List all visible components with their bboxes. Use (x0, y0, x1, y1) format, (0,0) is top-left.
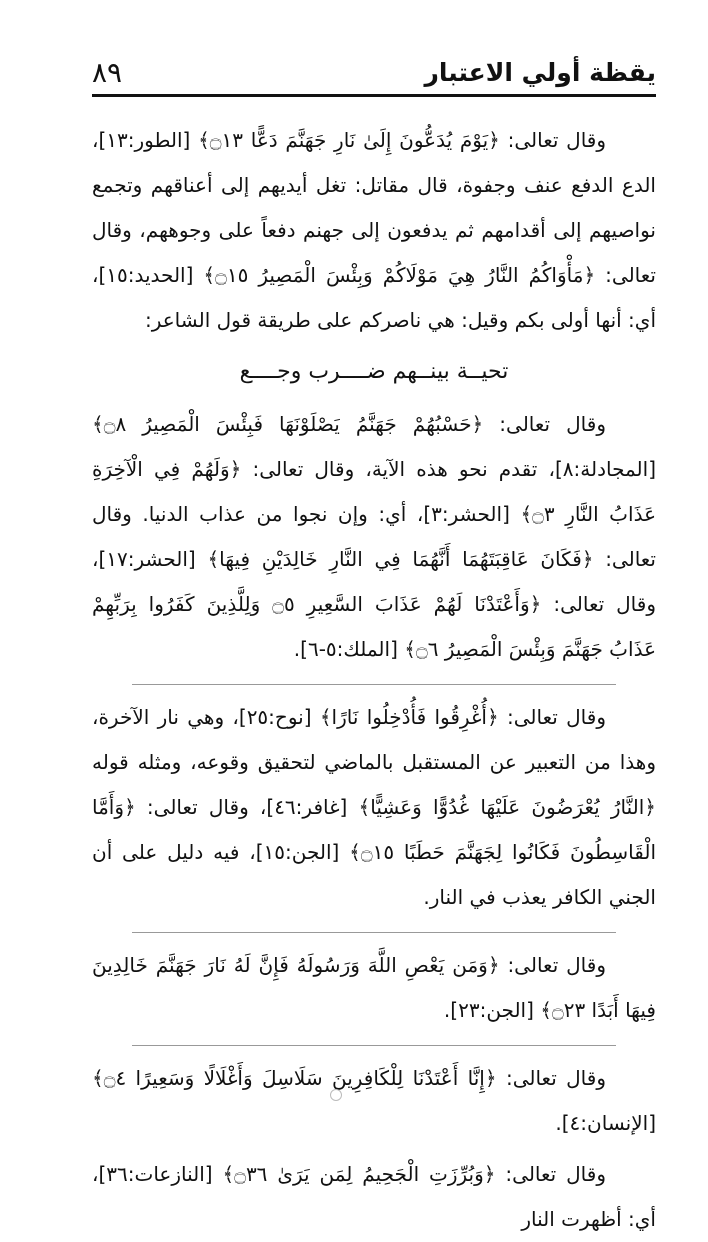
book-title: يقظة أولي الاعتبار (424, 58, 656, 87)
section-divider (132, 1045, 616, 1046)
poetry-verse: تحيــة بينــهم ضــــرب وجــــع (239, 359, 509, 384)
paragraph-1: وقال تعالى: ﴿يَوْمَ يُدَعُّونَ إِلَىٰ نَارِ جَهَنَّمَ دَعًّا ۝١٣﴾ [الطور:١٣]، الدع الدفع عنف وجفوة، قال مقاتل: تغل أيديهم إلى أعناقهم وتجمع نواصيهم إلى أقدامهم ثم يدفعون إلى جهنم دفعاً على وجوههم، وقال تعالى: ﴿مَأْوَاكُمُ النَّارُ هِيَ مَوْلَاكُمْ وَبِئْسَ الْمَصِيرُ ۝١٥﴾ [الحديد:١٥]، أي: أنها أولى بكم وقيل: هي ناصركم على طريقة قول الشاعر: (92, 128, 656, 332)
page-header (92, 54, 656, 97)
paragraph-4: وقال تعالى: ﴿وَمَن يَعْصِ اللَّهَ وَرَسُولَهُ فَإِنَّ لَهُ نَارَ جَهَنَّمَ خَالِدِينَ فِيهَا أَبَدًا ۝٢٣﴾ [الجن:٢٣]. (92, 953, 656, 1022)
paragraph-3: وقال تعالى: ﴿أُغْرِقُوا فَأُدْخِلُوا نَارًا﴾ [نوح:٢٥]، وهي نار الآخرة، وهذا من التعبير عن المستقبل بالماضي لتحقيق وقوعه، ومثله قوله ﴿النَّارُ يُعْرَضُونَ عَلَيْهَا غُدُوًّا وَعَشِيًّا﴾ [غافر:٤٦]، وقال تعالى: ﴿وَأَمَّا الْقَاسِطُونَ فَكَانُوا لِجَهَنَّمَ حَطَبًا ۝١٥﴾ [الجن:١٥]، فيه دليل على أن الجني الكافر يعذب في النار. (92, 705, 656, 909)
section-divider (132, 684, 616, 685)
section-divider (132, 932, 616, 933)
page-corner-mark (330, 1089, 342, 1101)
paragraph-2: وقال تعالى: ﴿حَسْبُهُمْ جَهَنَّمُ يَصْلَوْنَهَا فَبِئْسَ الْمَصِيرُ ۝٨﴾ [المجادلة:٨]، تقدم نحو هذه الآية، وقال تعالى: ﴿وَلَهُمْ فِي الْآخِرَةِ عَذَابُ النَّارِ ۝٣﴾ [الحشر:٣]، أي: وإن نجوا من عذاب الدنيا. وقال تعالى: ﴿فَكَانَ عَاقِبَتَهُمَا أَنَّهُمَا فِي النَّارِ خَالِدَيْنِ فِيهَا﴾ [الحشر:١٧]، وقال تعالى: ﴿وَأَعْتَدْنَا لَهُمْ عَذَابَ السَّعِيرِ ۝٥ وَلِلَّذِينَ كَفَرُوا بِرَبِّهِمْ عَذَابُ جَهَنَّمَ وَبِئْسَ الْمَصِيرُ ۝٦﴾ [الملك:٥-٦]. (92, 412, 657, 661)
paragraph-6: وقال تعالى: ﴿وَبُرِّزَتِ الْجَحِيمُ لِمَن يَرَىٰ ۝٣٦﴾ [النازعات:٣٦]، أي: أظهرت النار (92, 1162, 656, 1231)
page-body (92, 118, 656, 1242)
paragraph-5: وقال تعالى: ﴿إِنَّا أَعْتَدْنَا لِلْكَافِرِينَ سَلَاسِلَ وَأَغْلَالًا وَسَعِيرًا ۝٤﴾ [الإنسان:٤]. (92, 1066, 656, 1135)
page-number: ٨٩ (92, 56, 123, 89)
